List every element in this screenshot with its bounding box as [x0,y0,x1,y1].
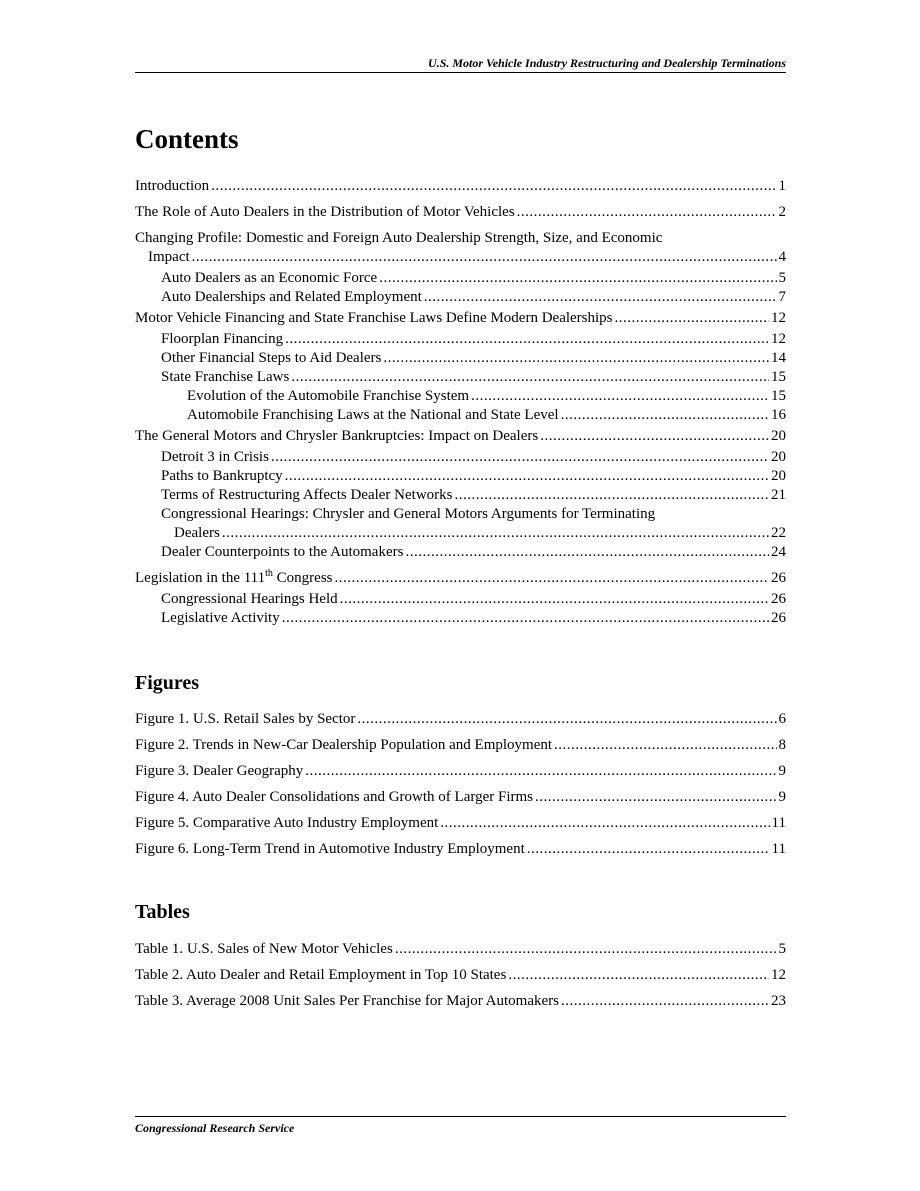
table-entry[interactable]: Table 2. Auto Dealer and Retail Employment in Top 10 States ..... 12 [135,966,786,985]
contents-heading: Contents [135,124,239,154]
toc-entry[interactable]: Motor Vehicle Financing and State Franchise Laws Define Modern Dealerships ..... 12 [135,309,786,328]
figure-entry[interactable]: Figure 6. Long-Term Trend in Automotive Industry Employment ..... 11 [135,840,786,859]
tables-list [135,940,786,1011]
toc-entry[interactable]: The Role of Auto Dealers in the Distribution of Motor Vehicles ..... 2 [135,203,786,222]
running-footer: Congressional Research Service [135,1121,295,1135]
toc-entry[interactable]: Congressional Hearings: Chrysler and General Motors Arguments for Terminating Dealers ..... 22 [135,505,786,543]
figure-entry[interactable]: Figure 4. Auto Dealer Consolidations and Growth of Larger Firms ..... 9 [135,788,786,807]
toc-entry[interactable]: Detroit 3 in Crisis ..... 20 [135,448,786,467]
toc-entry[interactable]: Legislation in the 111th Congress ..... 26 [135,564,786,588]
toc-entry[interactable]: Congressional Hearings Held ..... 26 [135,590,786,609]
toc-entry[interactable]: Introduction ..... 1 [135,177,786,196]
toc-entry[interactable]: The General Motors and Chrysler Bankruptcies: Impact on Dealers ..... 20 [135,427,786,446]
toc-entry[interactable]: Automobile Franchising Laws at the National and State Level ..... 16 [135,406,786,425]
toc-entry[interactable]: Other Financial Steps to Aid Dealers ..... 14 [135,349,786,368]
toc-entry[interactable]: Changing Profile: Domestic and Foreign Auto Dealership Strength, Size, and Economic Impact ..... 4 [135,229,786,267]
running-header: U.S. Motor Vehicle Industry Restructuring and Dealership Terminations [135,56,786,73]
toc-entry[interactable]: State Franchise Laws ..... 15 [135,368,786,387]
figures-heading: Figures [135,672,200,694]
figure-entry[interactable]: Figure 3. Dealer Geography ..... 9 [135,762,786,781]
figure-entry[interactable]: Figure 1. U.S. Retail Sales by Sector ..... 6 [135,710,786,729]
contents-list [135,177,786,628]
toc-entry[interactable]: Evolution of the Automobile Franchise System ..... 15 [135,387,786,406]
table-entry[interactable]: Table 1. U.S. Sales of New Motor Vehicles ..... 5 [135,940,786,959]
figure-entry[interactable]: Figure 5. Comparative Auto Industry Employment ..... 11 [135,814,786,833]
toc-entry[interactable]: Auto Dealerships and Related Employment ..... 7 [135,288,786,307]
toc-entry[interactable]: Floorplan Financing ..... 12 [135,330,786,349]
footer-rule [135,1116,786,1117]
toc-entry[interactable]: Terms of Restructuring Affects Dealer Networks ..... 21 [135,486,786,505]
table-entry[interactable]: Table 3. Average 2008 Unit Sales Per Franchise for Major Automakers ..... 23 [135,992,786,1011]
tables-heading: Tables [135,901,190,923]
toc-entry[interactable]: Paths to Bankruptcy ..... 20 [135,467,786,486]
figure-entry[interactable]: Figure 2. Trends in New-Car Dealership Population and Employment ..... 8 [135,736,786,755]
toc-entry[interactable]: Auto Dealers as an Economic Force ..... 5 [135,269,786,288]
toc-entry[interactable]: Legislative Activity ..... 26 [135,609,786,628]
toc-entry[interactable]: Dealer Counterpoints to the Automakers ..... 24 [135,543,786,562]
figures-list [135,710,786,859]
